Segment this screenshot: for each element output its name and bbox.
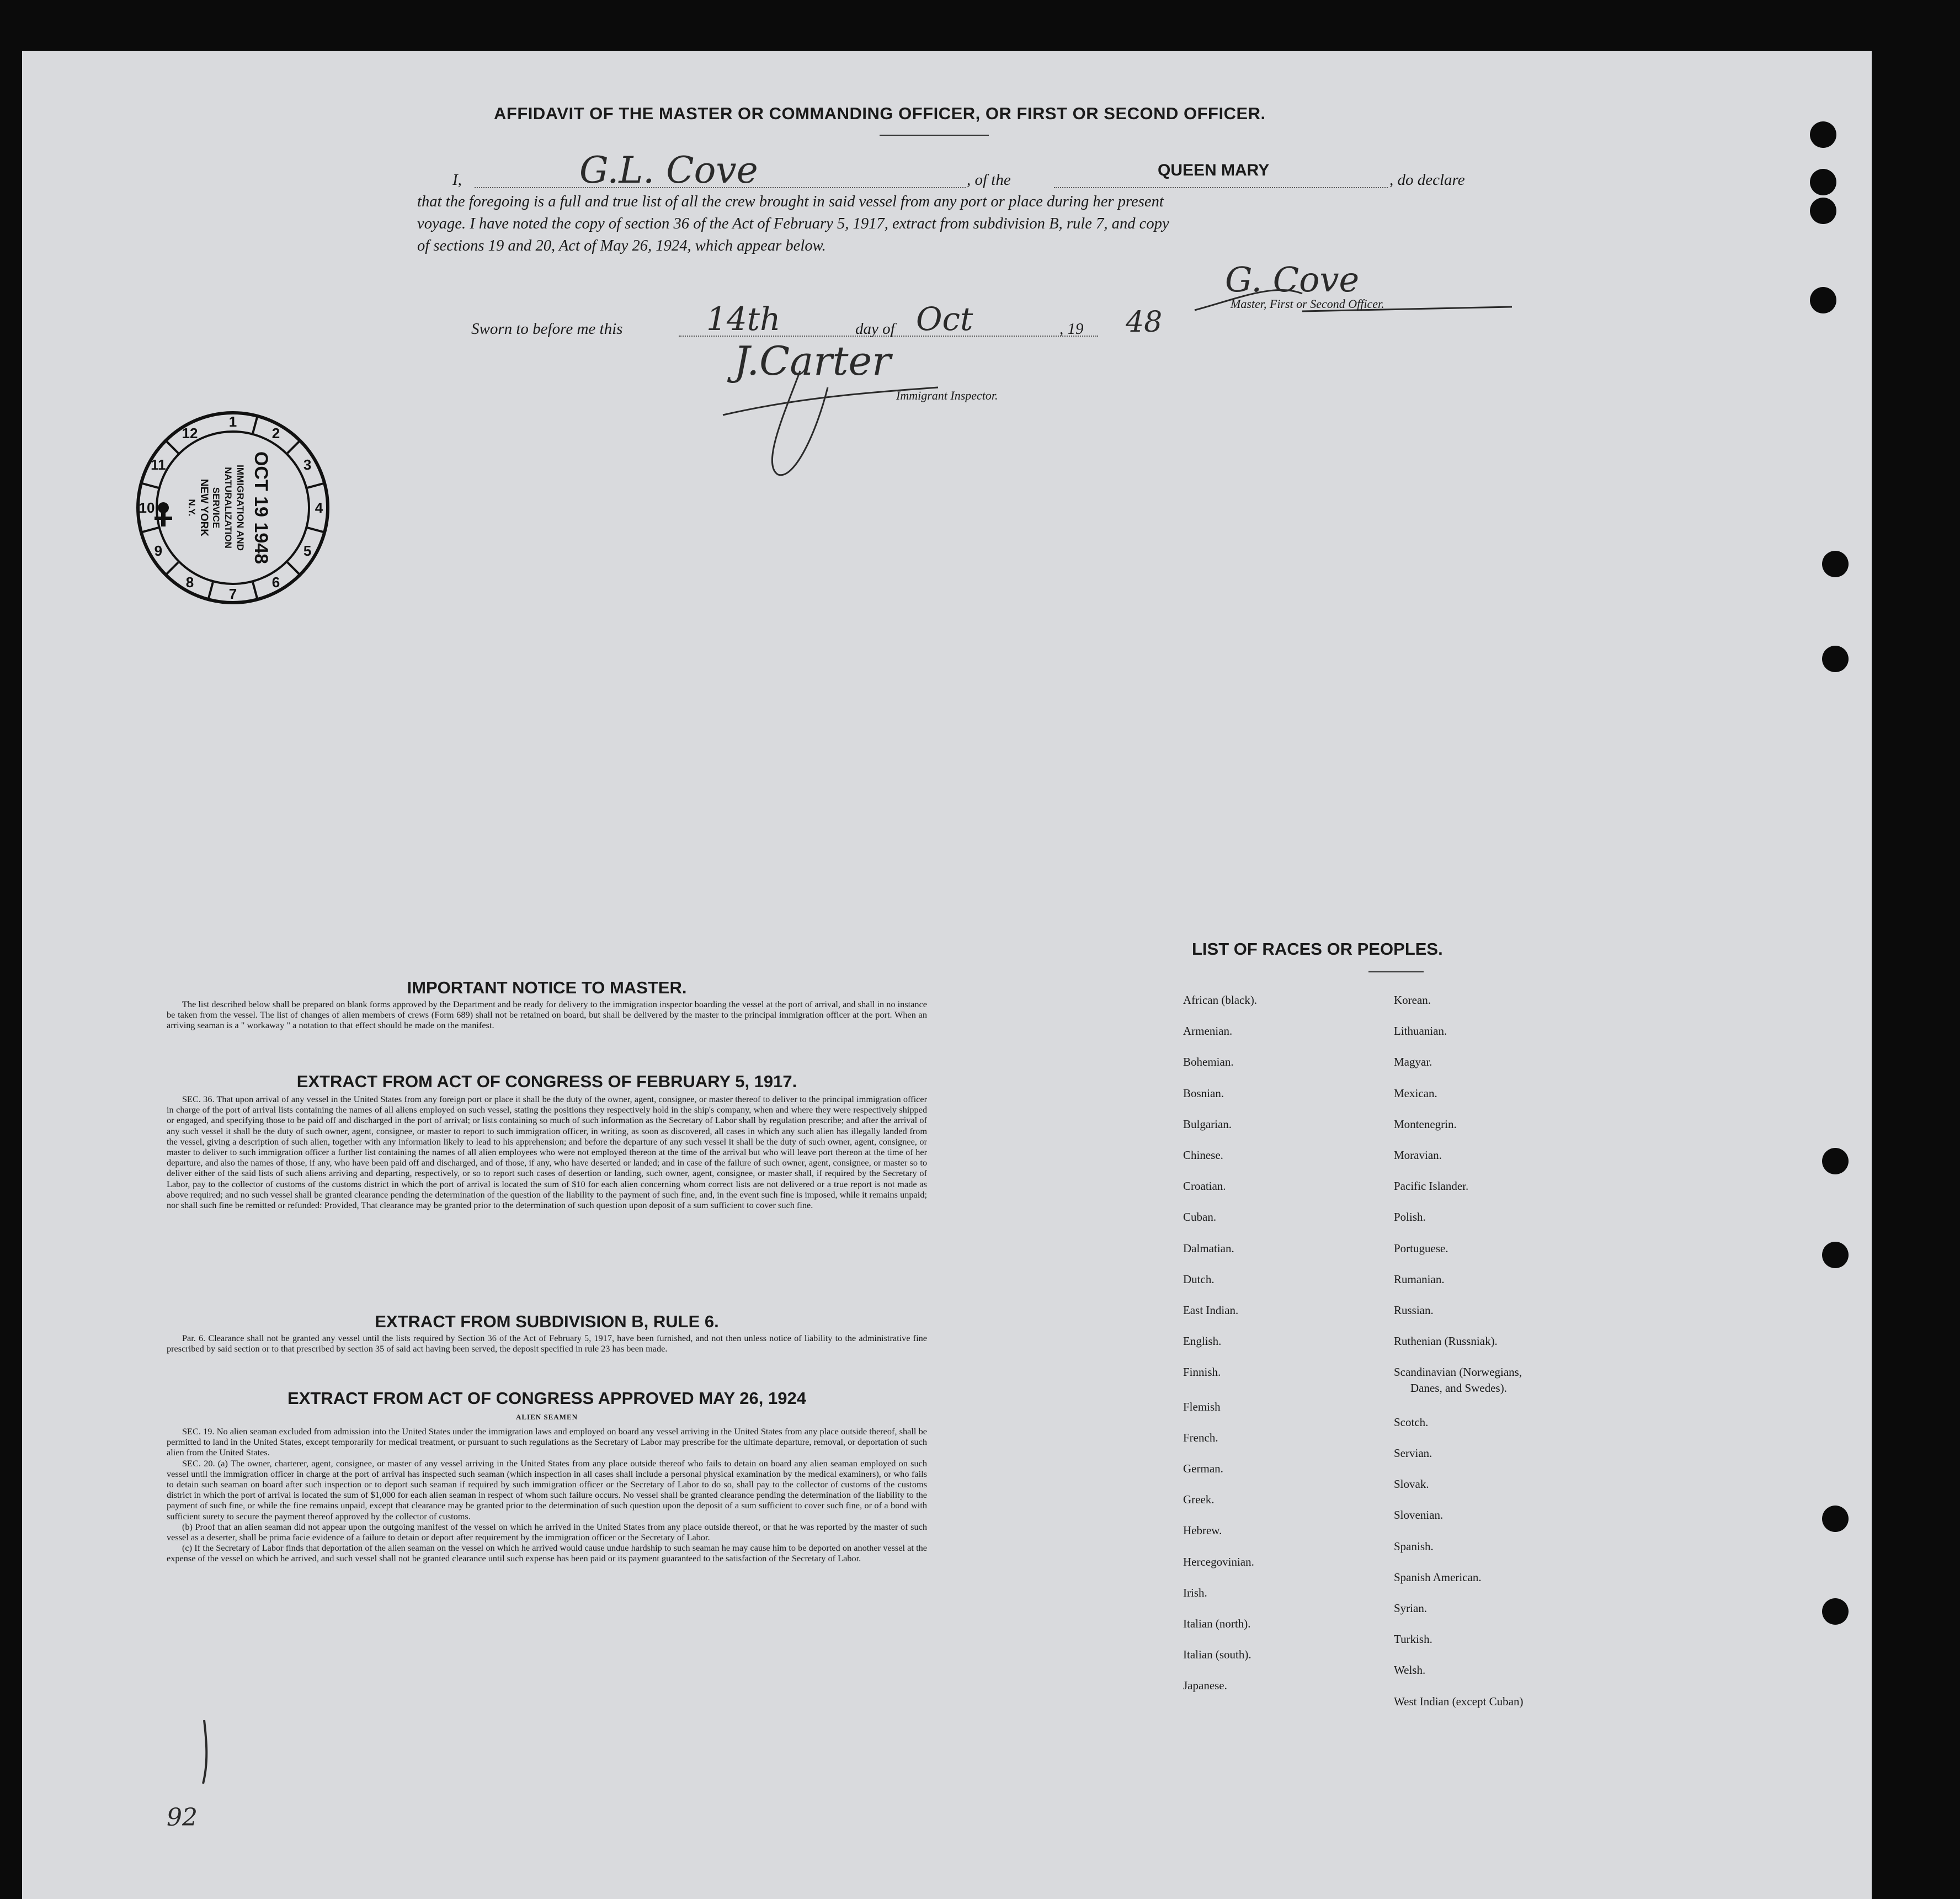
notice-title: IMPORTANT NOTICE TO MASTER. bbox=[407, 978, 687, 997]
extract-1917-paragraph: SEC. 36. That upon arrival of any vessel in the United States from any foreign port or place it shall be the duty of the owner, agent, consignee, or master thereof to deliver to the principal immigration officer in charge of the port of arrival lists containing the names of all aliens employed on such vessel, stating the positions they respectively hold in the ship's company, when and where they were respectively shipped or engaged, and specifying those to be paid off and discharged in the port of arrival; or lists containing so much of such information as the Secretary of Labor shall by regulation prescribe; and after the arrival of any such vessel it shall be the duty of such owner, agent, consignee, or master to report to such immigration officer, in writing, as soon as discovered, all cases in which any such alien has illegally landed from the vessel, giving a description of such alien, together with any information likely to lead to his apprehension; and before the departure of any such vessel it shall be the duty of such owner, agent, consignee, or master to deliver to such immigration officer a further list containing the names of all alien employees who were not employed thereon at the time of the arrival but who will leave port thereon at the time of her departure, and also the names of those, if any, who have been paid off and discharged, and of those, if any, who have deserted or landed; and in case of the failure of such owner, agent, consignee, or master so to deliver either of the said lists of such aliens arriving and departing, respectively, or so to report such cases of desertion or landing, such owner, agent, consignee, or master shall, if required by the Secretary of Labor, pay to the collector of customs of the customs district in which the port of arrival is located the sum of $10 for each alien concerning whom correct lists are not delivered or a true report is not made as above required; and no such vessel shall be granted clearance pending the determination of the question of the liability to the payment of such fine, and, in the event such fine is imposed, while it remains unpaid; nor shall such fine be remitted or refunded: Provided, That clearance may be granted prior to the determination of such question upon deposit of a sum sufficient to cover such fine. bbox=[167, 1094, 927, 1211]
punch-hole bbox=[1822, 1148, 1849, 1174]
race-item: Servian. bbox=[1394, 1446, 1432, 1460]
race-item: Scandinavian (Norwegians, bbox=[1394, 1365, 1522, 1379]
i-label: I, bbox=[452, 171, 462, 189]
immigration-date-stamp bbox=[134, 408, 332, 607]
inspector-signature: J.Carter bbox=[734, 338, 891, 384]
punch-hole bbox=[1822, 551, 1849, 577]
rule6-title: EXTRACT FROM SUBDIVISION B, RULE 6. bbox=[375, 1312, 719, 1331]
race-item: Montenegrin. bbox=[1394, 1117, 1457, 1131]
rule6-text bbox=[167, 1333, 927, 1354]
year-handwriting: 48 bbox=[1126, 306, 1163, 339]
race-item: Slovenian. bbox=[1394, 1508, 1444, 1522]
race-item: Chinese. bbox=[1183, 1148, 1223, 1162]
master-signature: G. Cove bbox=[1225, 259, 1360, 300]
inspector-caption: Immigrant Inspector. bbox=[896, 389, 998, 402]
race-item: Bulgarian. bbox=[1183, 1117, 1232, 1131]
affidavit-title: AFFIDAVIT OF THE MASTER OR COMMANDING OFFICER, OR FIRST OR SECOND OFFICER. bbox=[494, 104, 1266, 123]
rule6-paragraph: Par. 6. Clearance shall not be granted any vessel until the lists required by Section 36 of the Act of February 5, 1917, have been furnished, and not then unless notice of liability to the administrative fine prescribed by said section or to that prescribed by section 35 of said act having been served, the deposit specified in rule 23 has been made. bbox=[167, 1333, 927, 1354]
sec20b-paragraph: (b) Proof that an alien seaman did not appear upon the outgoing manifest of the vessel on which he arrived in the United States from any place outside thereof, or that he was reported by the master of such vessel as a deserter, shall be prima facie evidence of a failure to detain or deport after requirement by the immigration officer or the Secretary of Labor. bbox=[167, 1521, 927, 1543]
officer-name-handwriting: G.L. Cove bbox=[579, 149, 758, 192]
month-handwriting: Oct bbox=[916, 300, 973, 338]
title-rule bbox=[880, 135, 989, 136]
race-item: Spanish. bbox=[1394, 1539, 1434, 1553]
race-item: Korean. bbox=[1394, 993, 1431, 1007]
race-item: Russian. bbox=[1394, 1304, 1434, 1317]
race-item: Finnish. bbox=[1183, 1365, 1221, 1379]
day-handwriting: 14th bbox=[706, 300, 781, 338]
race-item: Italian (south). bbox=[1183, 1648, 1251, 1662]
extract-1917-title: EXTRACT FROM ACT OF CONGRESS OF FEBRUARY 5, 1917. bbox=[296, 1072, 797, 1091]
punch-hole bbox=[1822, 646, 1849, 672]
race-item: Hebrew. bbox=[1183, 1524, 1222, 1538]
race-item: African (black). bbox=[1183, 993, 1258, 1007]
extract-1924-title: EXTRACT FROM ACT OF CONGRESS APPROVED MAY 26, 1924 bbox=[287, 1389, 806, 1408]
race-item: German. bbox=[1183, 1462, 1223, 1475]
punch-hole bbox=[1822, 1506, 1849, 1532]
notice-text bbox=[167, 999, 927, 1031]
race-item: French. bbox=[1183, 1430, 1218, 1444]
race-item: Hercegovinian. bbox=[1183, 1555, 1254, 1568]
race-item: Danes, and Swedes). bbox=[1410, 1381, 1507, 1395]
extract-1924-text bbox=[167, 1426, 927, 1564]
punch-hole bbox=[1810, 287, 1836, 313]
extract-1917-text bbox=[167, 1094, 927, 1210]
race-item: Flemish bbox=[1183, 1400, 1221, 1413]
race-item: Scotch. bbox=[1394, 1415, 1429, 1429]
extract-1924-subtitle: ALIEN SEAMEN bbox=[515, 1413, 578, 1421]
punch-hole bbox=[1810, 121, 1836, 148]
margin-mark bbox=[188, 1717, 221, 1789]
stamp-ring-number: 2 bbox=[271, 424, 280, 441]
stamp-ring-number: 8 bbox=[185, 574, 194, 591]
sec20a-paragraph: SEC. 20. (a) The owner, charterer, agent, consignee, or master of any vessel arriving in the United States from any place outside thereof who fails to detain on board any alien seaman employed on such vessel until the immigration officer in charge at the port of arrival has inspected such seaman (which inspection in all cases shall include a personal physical examination by the medical examiners), or who fails to detain such seaman on board after such inspection or to deport such seaman if required by such immigration officer or the Secretary of Labor to do so, shall pay to the collector of customs of the customs district in which the port of arrival is located the sum of $1,000 for each alien seaman in respect of whom such failure occurs. No vessel shall be granted clearance pending the determination of the liability to the payment of such fine, or while the fine remains unpaid, except that clearance may be granted prior to the determination of such question upon the deposit of a sum sufficient to cover such fine, or of a bond with sufficient surety to secure the payment thereof approved by the collector of customs. bbox=[167, 1458, 927, 1522]
race-item: Rumanian. bbox=[1394, 1272, 1445, 1286]
document-page bbox=[22, 51, 1872, 1899]
punch-hole bbox=[1810, 198, 1836, 224]
race-item: English. bbox=[1183, 1334, 1222, 1348]
stamp-ring-number: 7 bbox=[228, 586, 237, 602]
race-item: Japanese. bbox=[1183, 1679, 1227, 1693]
sworn-label: Sworn to before me this bbox=[471, 320, 623, 338]
race-item: East Indian. bbox=[1183, 1304, 1239, 1317]
race-item: Turkish. bbox=[1394, 1632, 1432, 1646]
stamp-date: OCT 19 1948 bbox=[251, 451, 271, 565]
stamp-agency-4: NEW YORK bbox=[198, 478, 210, 537]
race-item: Magyar. bbox=[1394, 1055, 1432, 1069]
inspector-signature-strokes bbox=[717, 349, 960, 481]
stamp-agency-3: SERVICE bbox=[211, 487, 221, 529]
race-item: Syrian. bbox=[1394, 1602, 1428, 1615]
margin-note: 92 bbox=[167, 1804, 198, 1832]
punch-hole bbox=[1810, 169, 1836, 195]
race-item: Portuguese. bbox=[1394, 1241, 1448, 1255]
race-item: Irish. bbox=[1183, 1586, 1207, 1599]
race-item: Italian (north). bbox=[1183, 1617, 1251, 1630]
race-item: Lithuanian. bbox=[1394, 1024, 1447, 1038]
race-item: Mexican. bbox=[1394, 1086, 1437, 1100]
stamp-ring-number: 5 bbox=[303, 542, 312, 559]
races-title: LIST OF RACES OR PEOPLES. bbox=[1192, 939, 1443, 959]
stamp-agency-5: N.Y. bbox=[187, 499, 197, 517]
stamp-ring-number: 3 bbox=[303, 456, 312, 473]
stamp-ring-number: 9 bbox=[154, 542, 163, 559]
race-item: Dutch. bbox=[1183, 1272, 1215, 1286]
race-item: Ruthenian (Russniak). bbox=[1394, 1334, 1498, 1348]
race-item: Spanish American. bbox=[1394, 1570, 1482, 1584]
affidavit-line-2: that the foregoing is a full and true list of all the crew brought in said vessel from any port or place during her present bbox=[417, 193, 1164, 210]
affidavit-line-3: voyage. I have noted the copy of section 36 of the Act of February 5, 1917, extract from subdivision B, rule 7, and copy bbox=[417, 215, 1169, 232]
race-item: Moravian. bbox=[1394, 1148, 1442, 1162]
race-item: Slovak. bbox=[1394, 1477, 1429, 1491]
race-item: Croatian. bbox=[1183, 1179, 1226, 1193]
stamp-ring-number: 12 bbox=[182, 424, 198, 441]
race-item: Polish. bbox=[1394, 1210, 1426, 1224]
sec19-paragraph: SEC. 19. No alien seaman excluded from admission into the United States under the immigration laws and employed on board any vessel arriving in the United States from any place outside thereof, shall be permitted to land in the United States, except temporarily for medical treatment, or pursuant to such regulations as the Secretary of Labor may prescribe for the ultimate departure, removal, or deportation of such alien from the United States. bbox=[167, 1426, 927, 1458]
race-item: Armenian. bbox=[1183, 1024, 1233, 1038]
races-rule bbox=[1368, 971, 1424, 972]
signature-caption: Master, First or Second Officer. bbox=[1231, 297, 1384, 311]
of-the-label: , of the bbox=[967, 171, 1011, 189]
vessel-fill-line bbox=[1054, 187, 1388, 188]
race-item: Dalmatian. bbox=[1183, 1241, 1234, 1255]
year-prefix: , 19 bbox=[1059, 320, 1084, 338]
race-item: Greek. bbox=[1183, 1493, 1215, 1507]
day-of-label: day of bbox=[855, 320, 895, 338]
sec20c-paragraph: (c) If the Secretary of Labor finds that deportation of the alien seaman on the vessel on which he arrived would cause undue hardship to such seaman he may cause him to be deported on another vessel at the expense of the vessel on which he arrived, and such vessel shall not be granted clearance until such expense has been paid or its payment guaranteed to the satisfaction of the Secretary of Labor. bbox=[167, 1542, 927, 1564]
stamp-ring-number: 6 bbox=[271, 574, 280, 591]
race-item: Bosnian. bbox=[1183, 1086, 1224, 1100]
race-item: Pacific Islander. bbox=[1394, 1179, 1469, 1193]
stamp-ring-number: 1 bbox=[228, 413, 237, 430]
stamp-ring-number: 11 bbox=[151, 456, 166, 473]
notice-paragraph: The list described below shall be prepared on blank forms approved by the Department and be ready for delivery to the immigration inspector boarding the vessel at the port of arrival, and shall in no instance be taken from the vessel. The list of changes of alien members of crews (Form 689) shall not be retained on board, but shall be delivered by the master to the principal immigration officer at the port. When an arriving seaman is a " workaway " a notation to that effect should be made on the manifest. bbox=[167, 999, 927, 1031]
race-item: Bohemian. bbox=[1183, 1055, 1234, 1069]
declare-label: , do declare bbox=[1389, 171, 1465, 189]
stamp-ring-number: 4 bbox=[315, 499, 323, 516]
punch-hole bbox=[1822, 1242, 1849, 1268]
affidavit-line-4: of sections 19 and 20, Act of May 26, 1924, which appear below. bbox=[417, 237, 826, 254]
race-item: West Indian (except Cuban) bbox=[1394, 1694, 1524, 1708]
race-item: Cuban. bbox=[1183, 1210, 1217, 1224]
vessel-name: QUEEN MARY bbox=[1158, 161, 1270, 179]
stamp-agency-2: NATURALIZATION bbox=[223, 467, 233, 549]
punch-hole bbox=[1822, 1598, 1849, 1625]
stamp-agency-1: IMMIGRATION AND bbox=[235, 465, 246, 551]
stamp-ring-number: 10 bbox=[139, 499, 155, 516]
race-item: Welsh. bbox=[1394, 1663, 1426, 1677]
